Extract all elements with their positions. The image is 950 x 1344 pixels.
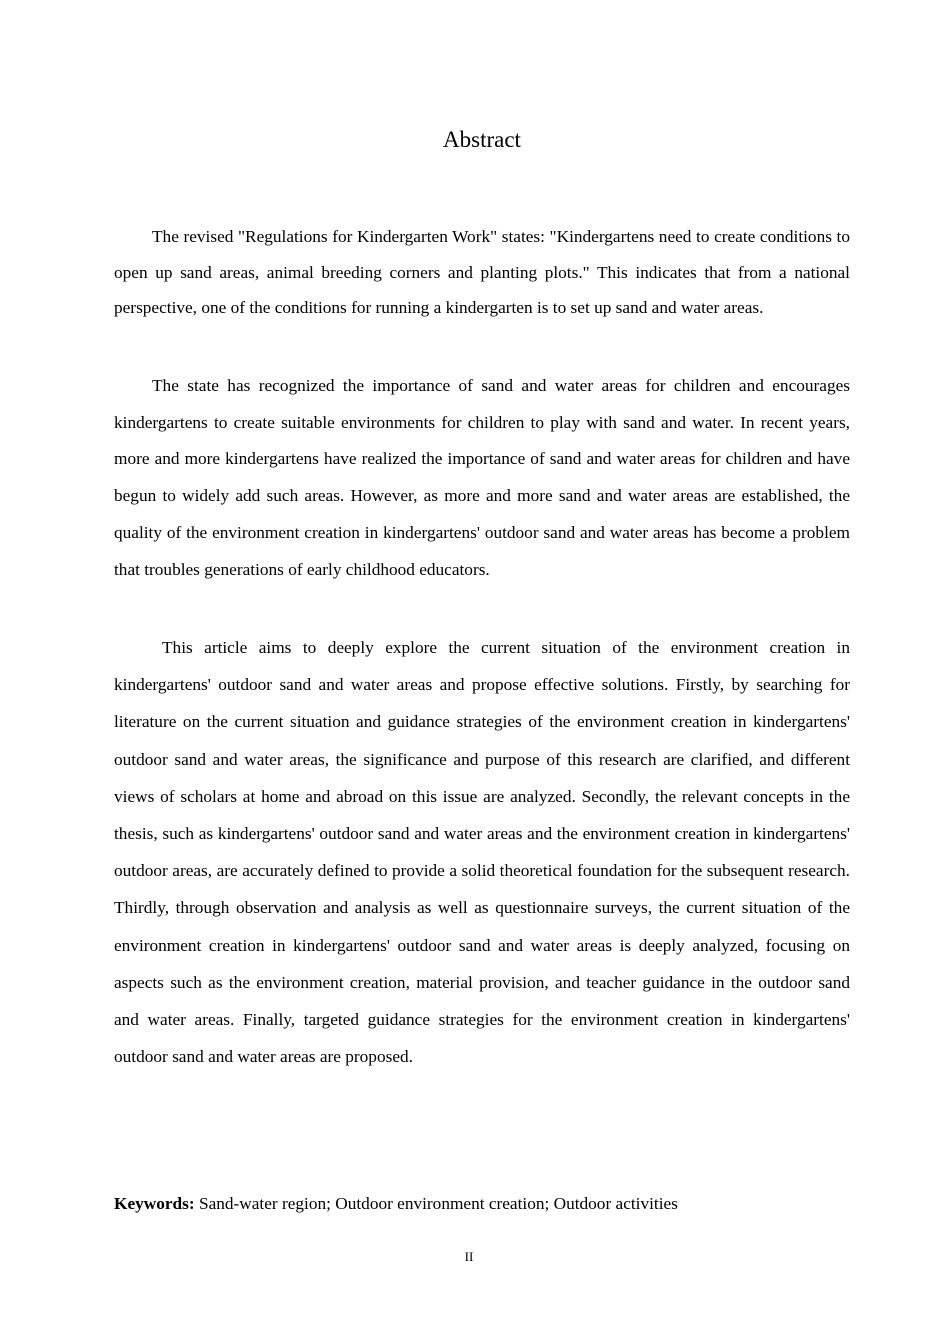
- keywords-label: Keywords:: [114, 1194, 195, 1213]
- paragraph-2: The state has recognized the importance of sand and water areas for children and encourages kindergartens to create suitable environments for children to play with sand and water. In recent years, more and more kindergartens have realized the importance of sand and water areas for children and have begun to widely add such areas. However, as more and more sand and water areas are established, the quality of the environment creation in kindergartens' outdoor sand and water areas has become a problem that troubles generations of early childhood educators.: [114, 376, 850, 579]
- paragraph-1: The revised "Regulations for Kindergarten Work" states: "Kindergartens need to create conditions to open up sand areas, animal breeding corners and planting plots." This indicates that from a national perspective, one of the conditions for running a kindergarten is to set up sand and water areas.: [114, 227, 850, 317]
- keywords-text: Sand-water region; Outdoor environment creation; Outdoor activities: [198, 1194, 678, 1213]
- paragraph-2-block: [114, 368, 850, 588]
- page-title: Abstract: [443, 127, 521, 152]
- paragraph-3: This article aims to deeply explore the current situation of the environment creation in kindergartens' outdoor sand and water areas and propose effective solutions. Firstly, by searching for literature on the current situation and guidance strategies of the environment creation in kindergartens' outdoor sand and water areas, the significance and purpose of this research are clarified, and different views of scholars at home and abroad on this issue are analyzed. Secondly, the relevant concepts in the thesis, such as kindergartens' outdoor sand and water areas and the environment creation in kindergartens' outdoor areas, are accurately defined to provide a solid theoretical foundation for the subsequent research. Thirdly, through observation and analysis as well as questionnaire surveys, the current situation of the environment creation in kindergartens' outdoor sand and water areas is deeply analyzed, focusing on aspects such as the environment creation, material provision, and teacher guidance in the outdoor sand and water areas. Finally, targeted guidance strategies for the environment creation in kindergartens' outdoor sand and water areas are proposed.: [114, 638, 850, 1067]
- paragraph-3-block: [114, 629, 850, 1075]
- paragraph-1-block: [114, 219, 850, 326]
- keywords-line: [114, 1190, 850, 1218]
- page-number: II: [464, 1249, 474, 1264]
